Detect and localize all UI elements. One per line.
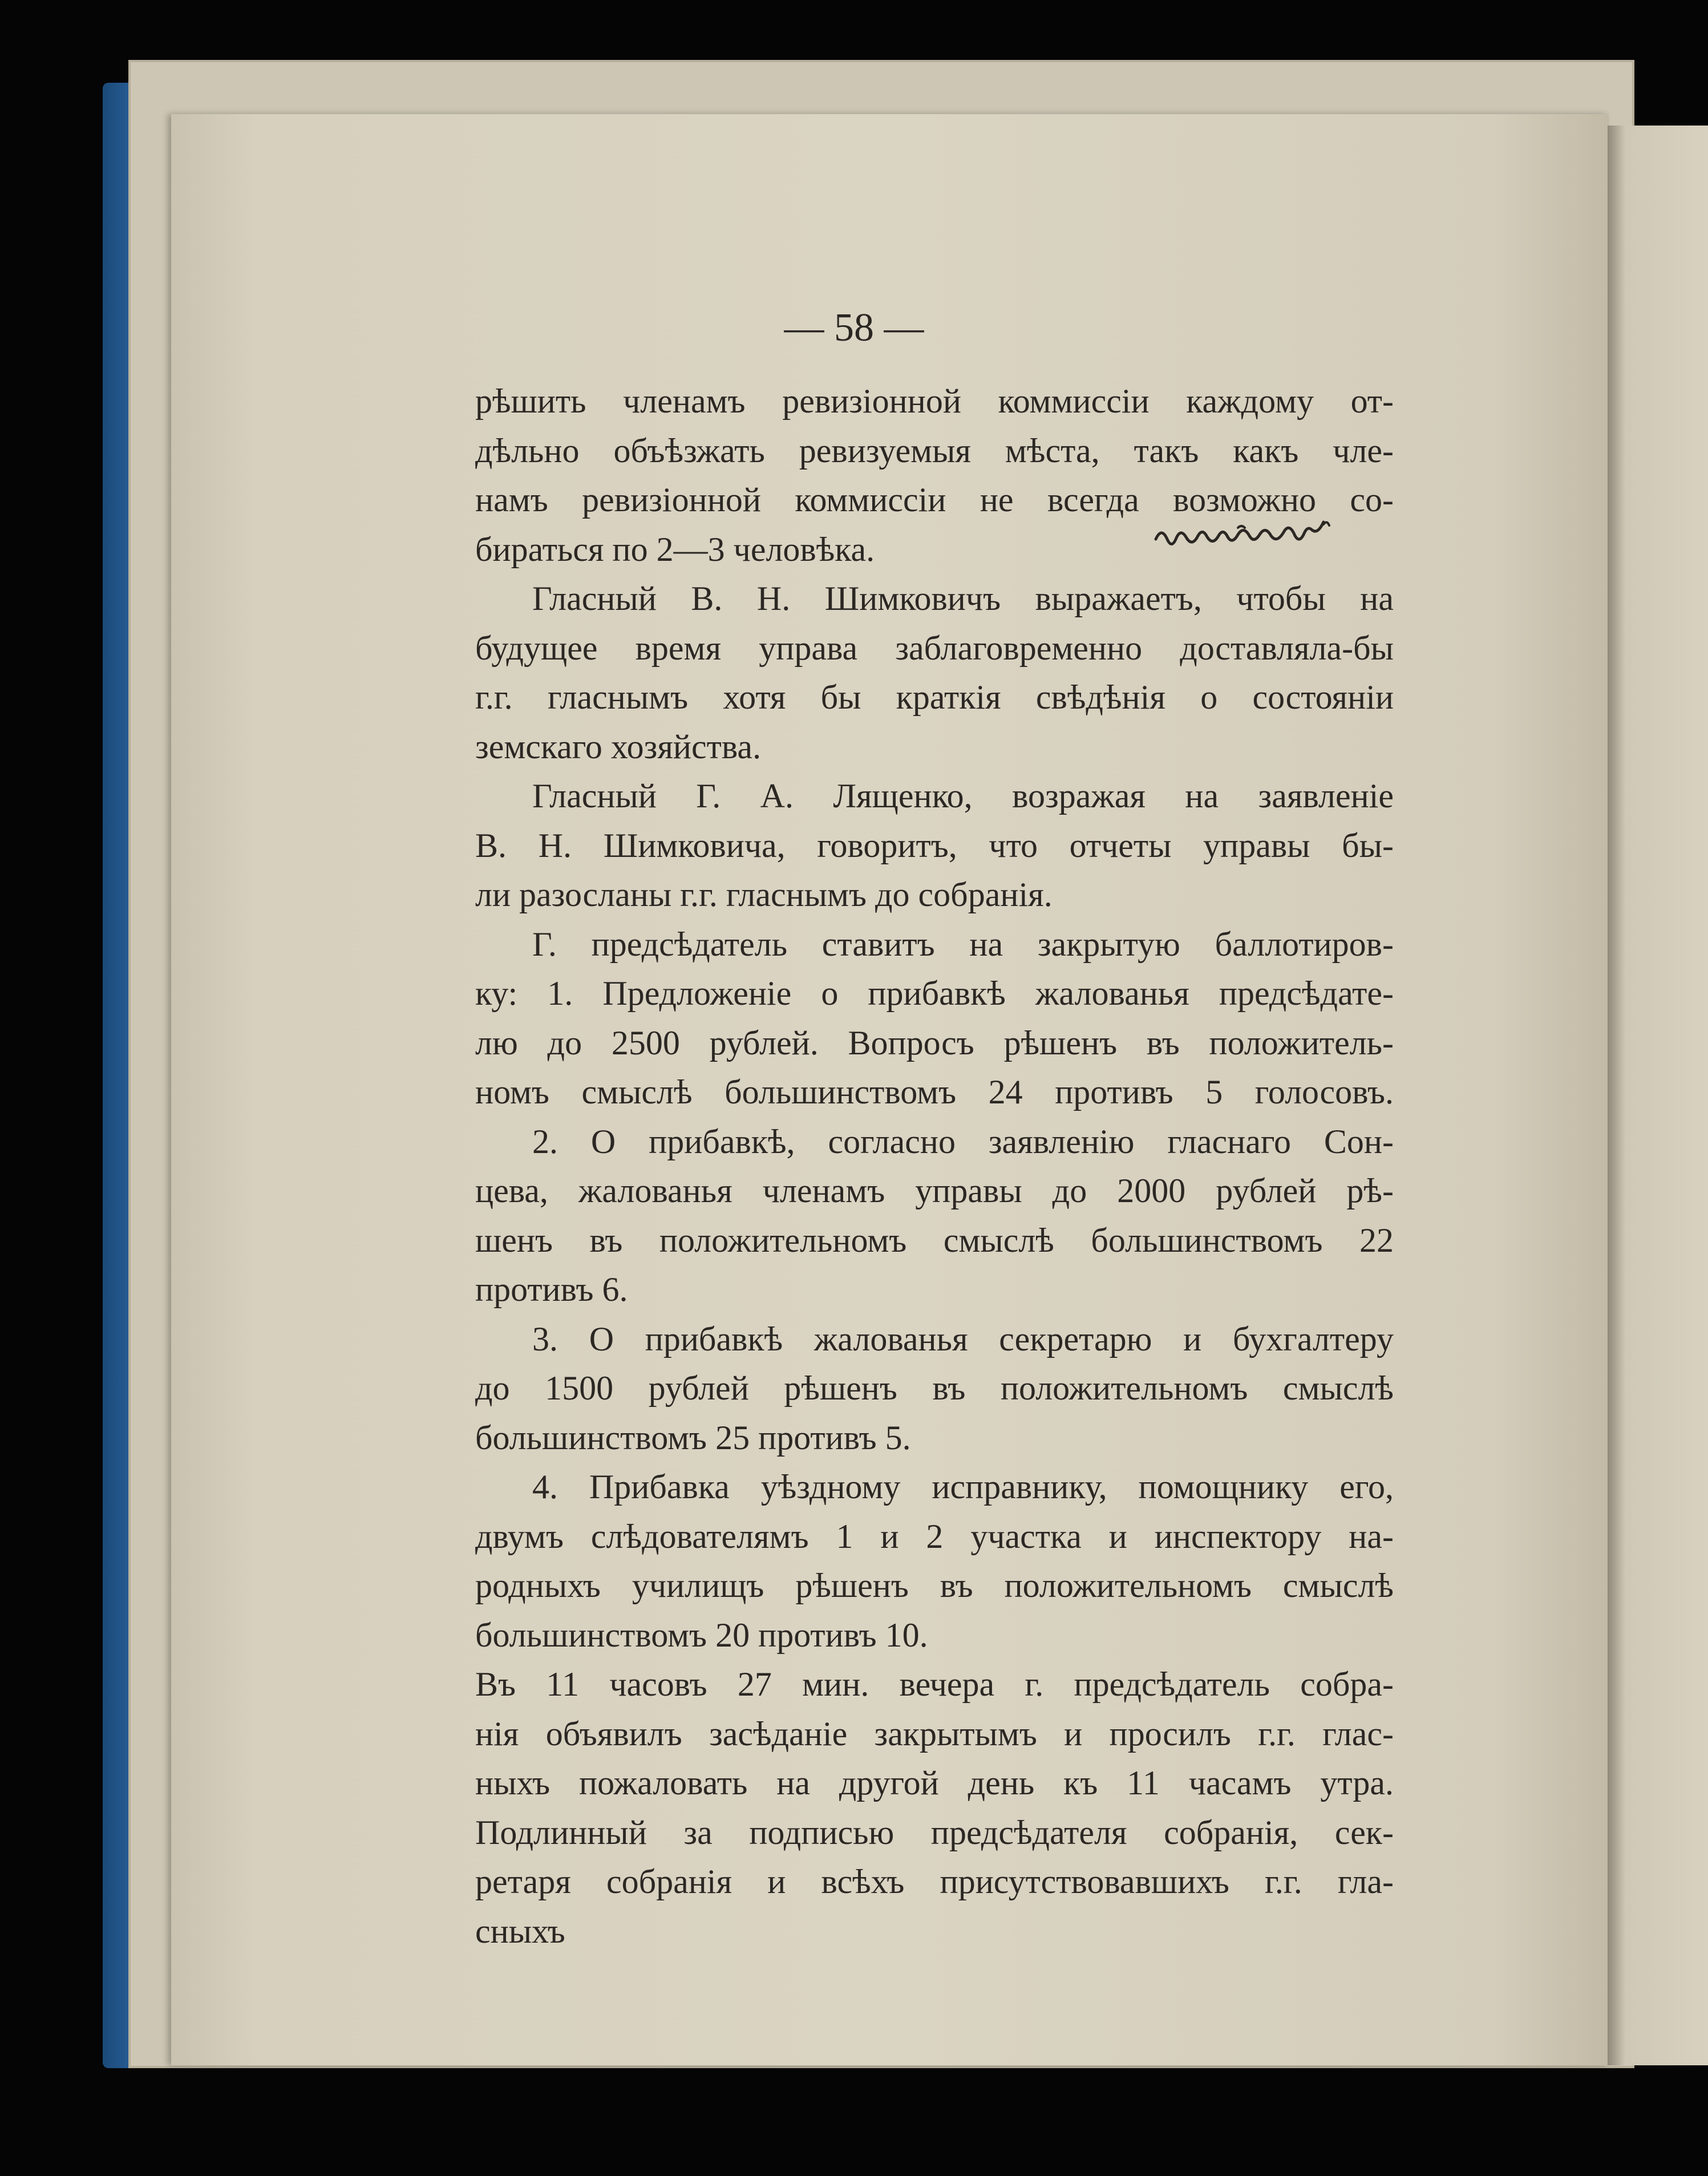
text-line: ли разосланы г.г. гласнымъ до собранія.	[475, 876, 1053, 913]
text-line: противъ 6.	[475, 1271, 628, 1308]
text-line: Въ 11 часовъ 27 мин. вечера г. предсѣдатель собра-	[475, 1665, 1394, 1703]
text-line: номъ смыслѣ большинствомъ 24 противъ 5 голосовъ.	[475, 1073, 1394, 1111]
text-line: ретаря собранія и всѣхъ присутствовавшихъ г.г. гла-	[475, 1863, 1394, 1900]
text-line: будущее время управа заблаговременно доставляла-бы	[475, 629, 1394, 667]
text-line: цева, жалованья членамъ управы до 2000 рублей рѣ-	[475, 1172, 1394, 1210]
text-line: ныхъ пожаловать на другой день къ 11 часамъ утра.	[475, 1764, 1394, 1802]
text-line: сныхъ	[475, 1912, 565, 1950]
text-line: 2. О прибавкѣ, согласно заявленію гласнаго Сон-	[532, 1122, 1394, 1160]
body-text	[475, 377, 1394, 1956]
text-line: Г. предсѣдатель ставитъ на закрытую баллотиров-	[532, 925, 1394, 963]
text-line: шенъ въ положительномъ смыслѣ большинствомъ 22	[475, 1221, 1394, 1259]
text-line: рѣшить членамъ ревизіонной коммиссіи каждому от-	[475, 382, 1394, 420]
text-line: ку: 1. Предложеніе о прибавкѣ жалованья предсѣдате-	[475, 974, 1394, 1012]
page-number: — 58 —	[784, 306, 924, 350]
text-line: лю до 2500 рублей. Вопросъ рѣшенъ въ положитель-	[475, 1024, 1394, 1062]
text-line: дѣльно объѣзжать ревизуемыя мѣста, такъ какъ чле-	[475, 431, 1394, 470]
text-line: 3. О прибавкѣ жалованья секретарю и бухгалтеру	[532, 1320, 1394, 1358]
text-line: земскаго хозяйства.	[475, 727, 762, 766]
text-line: г.г. гласнымъ хотя бы краткія свѣдѣнія о состояніи	[475, 678, 1394, 716]
text-line: намъ ревизіонной коммиссіи не всегда возможно со-	[475, 481, 1394, 519]
text-line: большинствомъ 20 противъ 10.	[475, 1616, 928, 1654]
text-line: большинствомъ 25 противъ 5.	[475, 1418, 911, 1457]
text-line: 4. Прибавка уѣздному исправнику, помощнику его,	[532, 1468, 1394, 1506]
text-line: Подлинный за подписью предсѣдателя собранія, сек-	[475, 1813, 1394, 1851]
text-line: бираться по 2—3 человѣка.	[475, 530, 875, 568]
text-line: Гласный В. Н. Шимковичъ выражаетъ, чтобы на	[532, 580, 1394, 617]
facing-page-edge	[1608, 126, 1708, 2065]
text-line: нія объявилъ засѣданіе закрытымъ и просилъ г.г. глас-	[475, 1714, 1394, 1753]
text-line: двумъ слѣдователямъ 1 и 2 участка и инспектору на-	[475, 1517, 1394, 1555]
text-line: до 1500 рублей рѣшенъ въ положительномъ смыслѣ	[475, 1369, 1394, 1407]
text-line: родныхъ училищъ рѣшенъ въ положительномъ смыслѣ	[475, 1567, 1394, 1604]
text-line: В. Н. Шимковича, говоритъ, что отчеты управы бы-	[475, 826, 1394, 864]
text-line: Гласный Г. А. Лященко, возражая на заявленіе	[532, 777, 1394, 815]
